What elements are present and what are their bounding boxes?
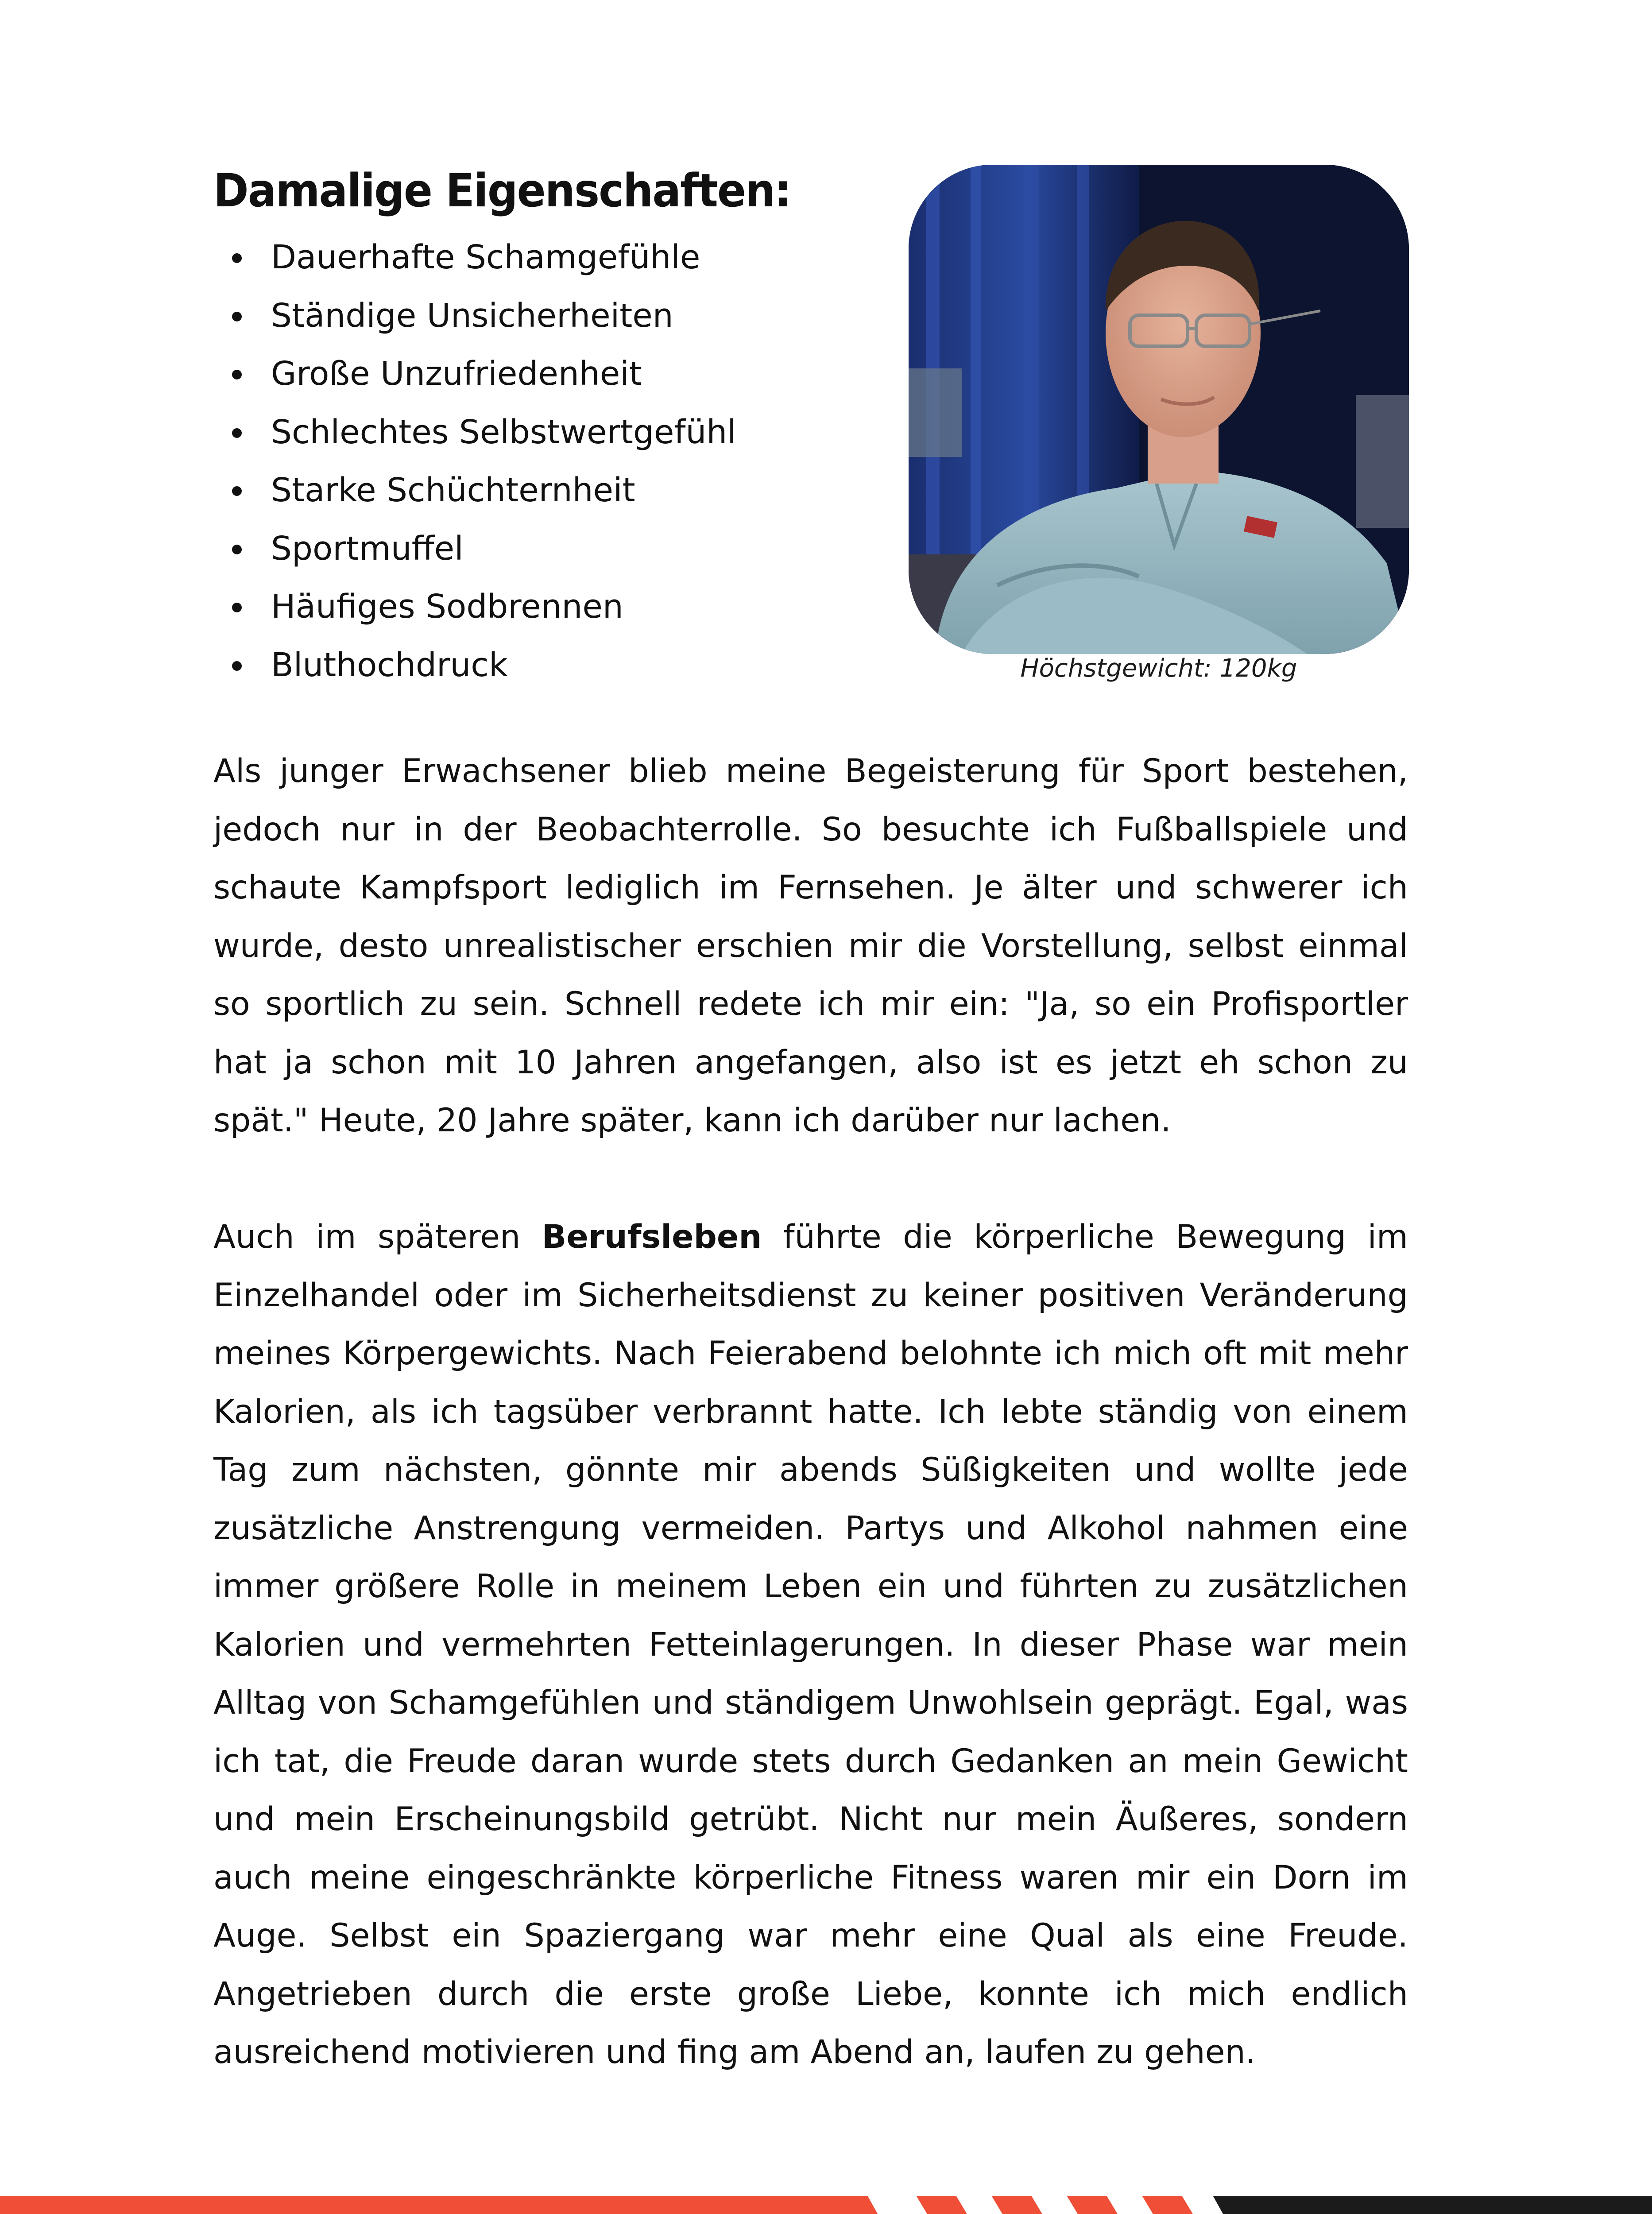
portrait-illustration <box>909 165 1409 654</box>
paragraph-lead: Auch im späteren <box>213 1218 521 1256</box>
list-item <box>213 347 736 405</box>
footer-chapter-title <box>165 2196 406 2214</box>
list-item-label: Sportmuffel <box>271 529 464 568</box>
list-item <box>213 580 736 638</box>
list-item <box>213 405 736 464</box>
list-item-label: Dauerhafte Schamgefühle <box>271 238 700 276</box>
bullet-icon <box>232 253 242 263</box>
photo-caption: Höchstgewicht: 120kg <box>1020 654 1297 683</box>
paragraph-rest: führte die körperliche Bewegung im Einzelhandel oder im Sicherheitsdienst zu keiner positiven Veränderung meines Körpergewichts. Nach Feierabend belohnte ich mich oft mit mehr Kalorien, als ich tagsüber verbrannt hatte. Ich lebte ständig von einem Tag zum nächsten, gönnte mir abends Süßigkeiten und wollte jede zusätzliche Anstrengung vermeiden. Partys und Alkohol nahmen eine immer größere Rolle in meinem Leben ein und führten zu zusätzlichen Kalorien und vermehrten Fetteinlagerungen. In dieser Phase war mein Alltag von Schamgefühlen und ständigem Unwohlsein geprägt. Egal, was ich tat, die Freude daran wurde stets durch Gedanken an mein Gewicht und mein Erscheinungsbild getrübt. Nicht nur mein Äußeres, sondern auch meine eingeschränkte körperliche Fitness waren mir ein Dorn im Auge. Selbst ein Spaziergang war mehr eine Qual als eine Freude. Angetrieben durch die erste große Liebe, konnte ich mich endlich ausreichend motivieren und fing am Abend an, laufen zu gehen. <box>213 1218 1408 2071</box>
body-paragraph-1: Als junger Erwachsener blieb meine Begeisterung für Sport bestehen, jedoch nur in der Beobachterrolle. So besuchte ich Fußballspiele und schaute Kampfsport lediglich im Fernsehen. Je älter und schwerer ich wurde, desto unrealistischer erschien mir die Vorstellung, selbst einmal so sportlich zu sein. Schnell redete ich mir ein: "Ja, so ein Profisportler hat ja schon mit 10 Jahren angefangen, also ist es jetzt eh schon zu spät." Heute, 20 Jahre später, kann ich darüber nur lachen. <box>213 752 1408 1139</box>
list-item <box>213 289 736 347</box>
list-item <box>213 230 736 289</box>
list-item-label: Starke Schüchternheit <box>271 471 635 509</box>
bullet-icon <box>232 486 242 496</box>
bullet-icon <box>232 312 242 321</box>
portrait-photo <box>909 165 1409 654</box>
bullet-icon <box>232 661 242 671</box>
section-heading: Damalige Eigenschaften: <box>213 164 791 217</box>
bullet-icon <box>232 428 242 438</box>
traits-list <box>213 230 736 696</box>
list-item-label: Große Unzufriedenheit <box>271 355 642 393</box>
list-item <box>213 522 736 580</box>
bullet-icon <box>232 603 242 612</box>
emphasis-text: Berufsleben <box>542 1218 762 1256</box>
list-item <box>213 638 736 697</box>
list-item-label: Schlechtes Selbstwertgefühl <box>271 413 736 451</box>
list-item <box>213 463 736 522</box>
list-item-label: Ständige Unsicherheiten <box>271 296 673 335</box>
list-item-label: Häufiges Sodbrennen <box>271 588 623 626</box>
bullet-icon <box>232 545 242 554</box>
bullet-icon <box>232 370 242 379</box>
list-item-label: Bluthochdruck <box>271 646 508 684</box>
body-paragraph-2 <box>213 1208 1408 2082</box>
footer-page-number <box>1383 2196 1476 2214</box>
